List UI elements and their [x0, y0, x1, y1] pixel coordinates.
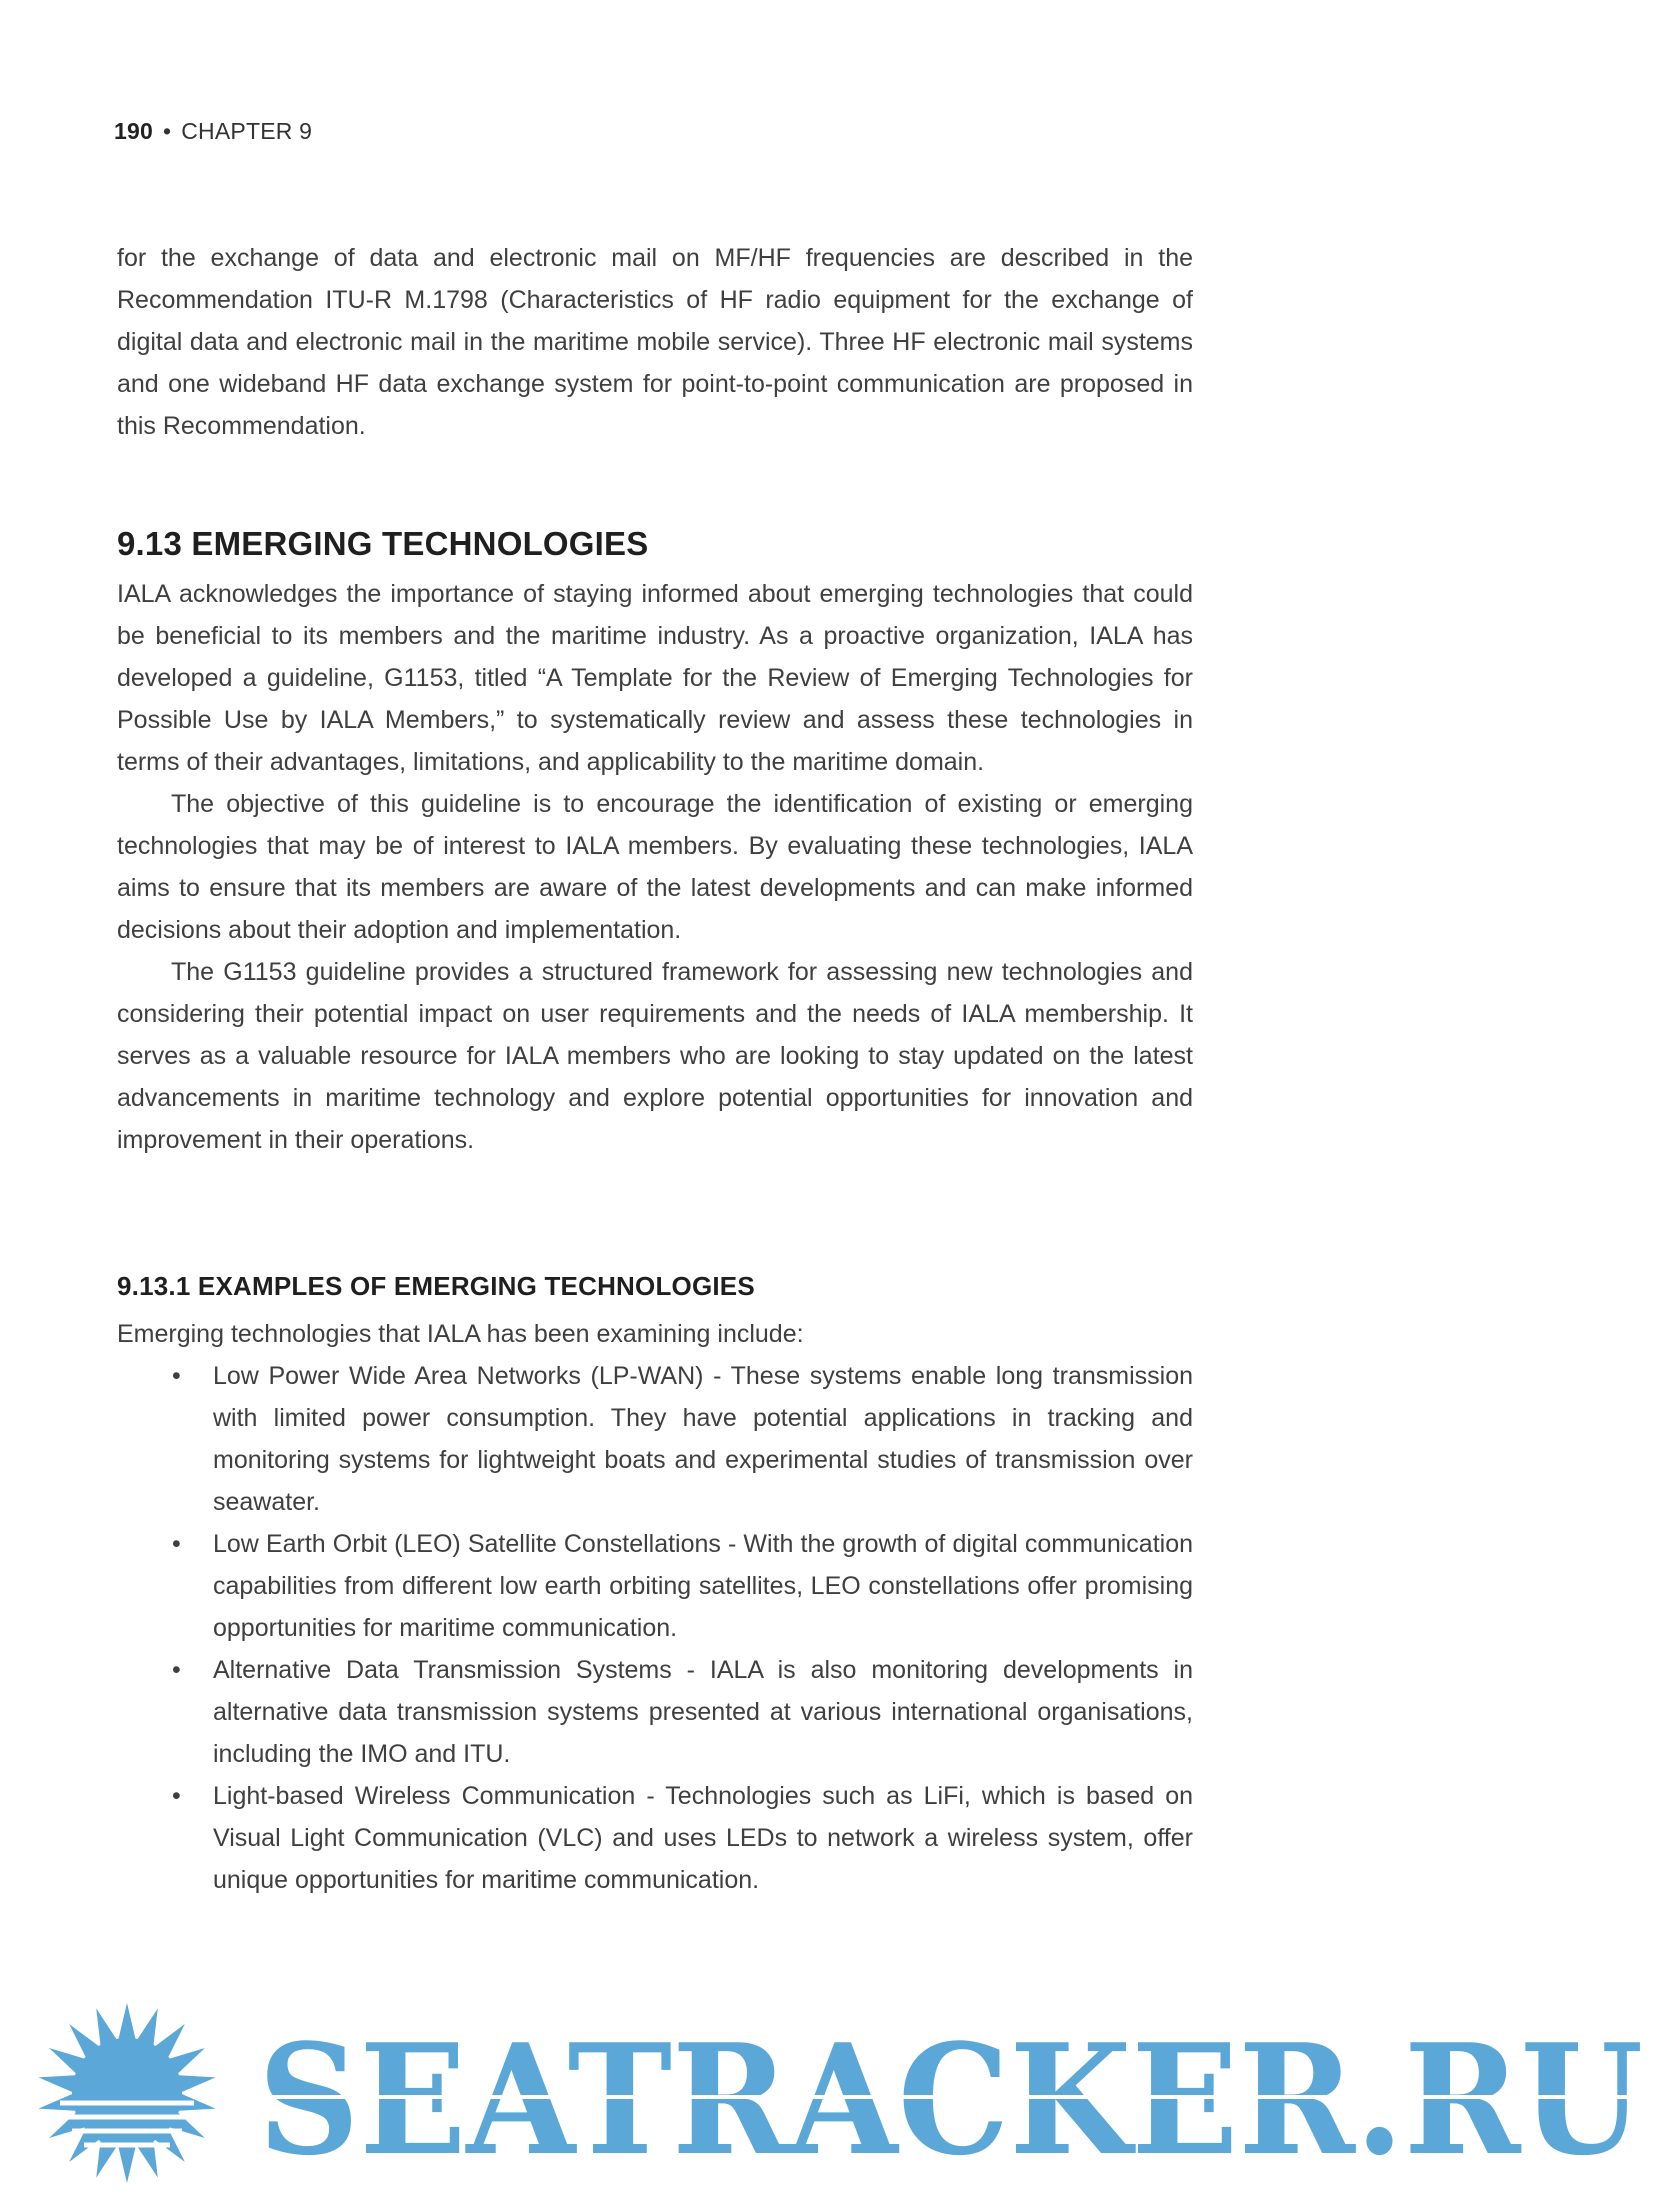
list-item [117, 1649, 1193, 1775]
emerging-tech-list [117, 1355, 1193, 1901]
bullet-icon: • [172, 1530, 181, 1558]
watermark-label: SEATRACKER.RU [258, 2010, 1643, 2189]
watermark-text [258, 2010, 1645, 2189]
list-item-text: Low Earth Orbit (LEO) Satellite Constellations - With the growth of digital communication capabilities from different low earth orbiting satellites, LEO constellations offer promising opportunities for maritime communication. [213, 1530, 1193, 1642]
list-item-text: Light-based Wireless Communication - Technologies such as LiFi, which is based on Visual Light Communication (VLC) and uses LEDs to network a wireless system, offer unique opportunities for maritime communication. [213, 1782, 1193, 1894]
list-item [117, 1775, 1193, 1901]
subsection-body [117, 1313, 1193, 1901]
sun-logo-icon [37, 2003, 217, 2183]
list-item [117, 1523, 1193, 1649]
page-number: 190 [114, 118, 153, 144]
list-item [117, 1355, 1193, 1523]
subsection-heading: 9.13.1 EXAMPLES OF EMERGING TECHNOLOGIES [117, 1271, 755, 1301]
bullet-icon: • [172, 1362, 181, 1390]
chapter-label: CHAPTER 9 [181, 118, 313, 144]
section-paragraph: The objective of this guideline is to encourage the identification of existing or emerging technologies that may be of interest to IALA members. By evaluating these technologies, IALA aims to ensure that its members are aware of the latest developments and can make informed decisions about their adoption and implementation. [117, 790, 1193, 944]
list-item-text: Alternative Data Transmission Systems - IALA is also monitoring developments in alternative data transmission systems presented at various international organisations, including the IMO and ITU. [213, 1656, 1193, 1768]
section-paragraph: IALA acknowledges the importance of staying informed about emerging technologies that could be beneficial to its members and the maritime industry. As a proactive organization, IALA has developed a guideline, G1153, titled “A Template for the Review of Emerging Technologies for Possible Use by IALA Members,” to systematically review and assess these technologies in terms of their advantages, limitations, and applicability to the maritime domain. [117, 580, 1193, 776]
bullet-icon: • [172, 1656, 181, 1684]
intro-paragraph: for the exchange of data and electronic mail on MF/HF frequencies are described in the Recommendation ITU-R M.1798 (Characteristics of HF radio equipment for the exchange of digital data and electronic mail in the maritime mobile service). Three HF electronic mail systems and one wideband HF data exchange system for point-to-point communication are proposed in this Recommendation. [117, 244, 1193, 440]
section-paragraph: The G1153 guideline provides a structured framework for assessing new technologies and considering their potential impact on user requirements and the needs of IALA membership. It serves as a valuable resource for IALA members who are looking to stay updated on the latest advancements in maritime technology and explore potential opportunities for innovation and improvement in their operations. [117, 958, 1193, 1154]
seatracker-watermark [0, 1975, 1654, 2205]
subsection-intro: Emerging technologies that IALA has been examining include: [117, 1320, 804, 1348]
section-heading: 9.13 EMERGING TECHNOLOGIES [117, 525, 649, 562]
list-item-text: Low Power Wide Area Networks (LP-WAN) - These systems enable long transmission with limited power consumption. They have potential applications in tracking and monitoring systems for lightweight boats and experimental studies of transmission over seawater. [213, 1362, 1193, 1516]
intro-paragraph-block [117, 237, 1193, 447]
bullet-icon: • [172, 1782, 181, 1810]
section-body [117, 573, 1193, 1161]
page-header [114, 118, 312, 145]
header-separator: • [162, 118, 172, 144]
